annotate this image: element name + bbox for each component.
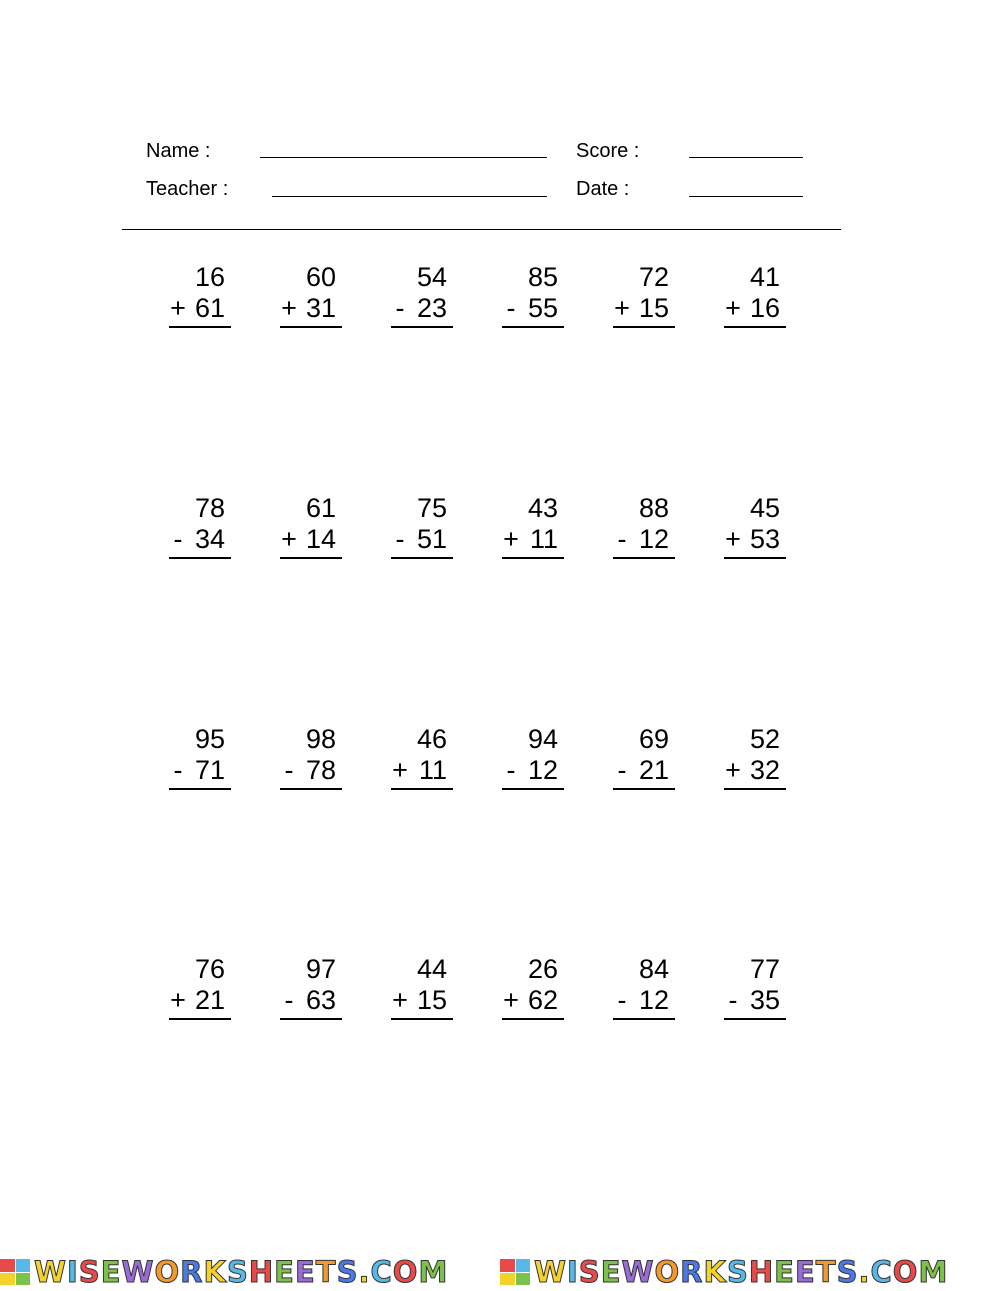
top-number: 85 (527, 262, 558, 292)
bottom-number: 23 (416, 293, 447, 323)
operator: + (725, 293, 741, 323)
bottom-number: 62 (527, 985, 558, 1015)
logo-cell (0, 1259, 15, 1272)
answer-line[interactable] (613, 985, 675, 1020)
problem-4-6 (724, 954, 786, 1020)
answer-line[interactable] (613, 293, 675, 328)
problem-3-2 (280, 724, 342, 790)
bottom-number: 16 (749, 293, 780, 323)
operator: - (617, 755, 627, 785)
answer-line[interactable] (724, 524, 786, 559)
problem-3-5 (613, 724, 675, 790)
answer-line[interactable] (280, 524, 342, 559)
problem-4-2 (280, 954, 342, 1020)
top-number: 54 (416, 262, 447, 292)
bottom-number: 15 (638, 293, 669, 323)
answer-line[interactable] (169, 985, 231, 1020)
score-field[interactable] (689, 157, 803, 158)
operator: + (503, 985, 519, 1015)
header-divider (122, 229, 841, 230)
bottom-number: 61 (194, 293, 225, 323)
top-number: 41 (749, 262, 780, 292)
answer-line[interactable] (280, 293, 342, 328)
top-number: 76 (194, 954, 225, 984)
top-number: 16 (194, 262, 225, 292)
answer-line[interactable] (502, 293, 564, 328)
top-number: 60 (305, 262, 336, 292)
top-number: 26 (527, 954, 558, 984)
top-number: 95 (194, 724, 225, 754)
operator: + (170, 985, 186, 1015)
top-number: 52 (749, 724, 780, 754)
operator: + (392, 985, 408, 1015)
problem-3-6 (724, 724, 786, 790)
answer-line[interactable] (502, 524, 564, 559)
answer-line[interactable] (502, 755, 564, 790)
top-number: 97 (305, 954, 336, 984)
bottom-number: 12 (638, 524, 669, 554)
top-number: 46 (416, 724, 447, 754)
top-number: 88 (638, 493, 669, 523)
logo-icon (500, 1259, 530, 1285)
top-number: 78 (194, 493, 225, 523)
operator: + (503, 524, 519, 554)
bottom-number: 63 (305, 985, 336, 1015)
name-field[interactable] (260, 157, 547, 158)
bottom-number: 71 (194, 755, 225, 785)
top-number: 77 (749, 954, 780, 984)
answer-line[interactable] (391, 755, 453, 790)
bottom-number: 21 (638, 755, 669, 785)
operator: - (173, 524, 183, 554)
date-label: Date : (576, 178, 630, 200)
problem-4-5 (613, 954, 675, 1020)
bottom-number: 12 (527, 755, 558, 785)
logo-cell (16, 1259, 31, 1272)
operator: - (395, 524, 405, 554)
problem-1-6 (724, 262, 786, 328)
bottom-number: 11 (529, 524, 558, 554)
brand-text: WISEWORKSHEETS.COM (34, 1255, 449, 1289)
teacher-label: Teacher : (146, 178, 229, 200)
footer-branding (0, 1253, 1000, 1291)
problem-2-6 (724, 493, 786, 559)
operator: - (173, 755, 183, 785)
answer-line[interactable] (502, 985, 564, 1020)
top-number: 75 (416, 493, 447, 523)
bottom-number: 55 (527, 293, 558, 323)
top-number: 94 (527, 724, 558, 754)
problem-3-1 (169, 724, 231, 790)
operator: + (614, 293, 630, 323)
top-number: 44 (416, 954, 447, 984)
problem-1-4 (502, 262, 564, 328)
logo-cell (516, 1273, 531, 1286)
answer-line[interactable] (169, 755, 231, 790)
operator: - (506, 755, 516, 785)
problem-2-2 (280, 493, 342, 559)
name-label: Name : (146, 140, 211, 162)
brand-logo (500, 1255, 1000, 1289)
top-number: 72 (638, 262, 669, 292)
bottom-number: 31 (305, 293, 336, 323)
problem-1-3 (391, 262, 453, 328)
answer-line[interactable] (613, 755, 675, 790)
operator: - (395, 293, 405, 323)
operator: + (725, 524, 741, 554)
top-number: 61 (305, 493, 336, 523)
bottom-number: 11 (418, 755, 447, 785)
operator: + (281, 293, 297, 323)
score-label: Score : (576, 140, 640, 162)
date-field[interactable] (689, 196, 803, 197)
answer-line[interactable] (391, 293, 453, 328)
problem-4-1 (169, 954, 231, 1020)
bottom-number: 51 (416, 524, 447, 554)
top-number: 43 (527, 493, 558, 523)
teacher-field[interactable] (272, 196, 547, 197)
operator: - (617, 985, 627, 1015)
answer-line[interactable] (280, 755, 342, 790)
top-number: 98 (305, 724, 336, 754)
bottom-number: 53 (749, 524, 780, 554)
logo-cell (500, 1259, 515, 1272)
operator: - (284, 755, 294, 785)
operator: - (506, 293, 516, 323)
answer-line[interactable] (169, 293, 231, 328)
bottom-number: 34 (194, 524, 225, 554)
logo-cell (500, 1273, 515, 1286)
problem-2-1 (169, 493, 231, 559)
problem-1-5 (613, 262, 675, 328)
answer-line[interactable] (613, 524, 675, 559)
problem-3-3 (391, 724, 453, 790)
problem-2-3 (391, 493, 453, 559)
problem-4-4 (502, 954, 564, 1020)
operator: + (281, 524, 297, 554)
logo-cell (516, 1259, 531, 1272)
answer-line[interactable] (280, 985, 342, 1020)
answer-line[interactable] (724, 293, 786, 328)
operator: + (170, 293, 186, 323)
brand-text: WISEWORKSHEETS.COM (534, 1255, 949, 1289)
problem-2-5 (613, 493, 675, 559)
operator: - (728, 985, 738, 1015)
problem-3-4 (502, 724, 564, 790)
problem-4-3 (391, 954, 453, 1020)
operator: - (284, 985, 294, 1015)
top-number: 69 (638, 724, 669, 754)
bottom-number: 15 (416, 985, 447, 1015)
bottom-number: 21 (194, 985, 225, 1015)
bottom-number: 12 (638, 985, 669, 1015)
logo-cell (0, 1273, 15, 1286)
top-number: 45 (749, 493, 780, 523)
answer-line[interactable] (391, 985, 453, 1020)
logo-icon (0, 1259, 30, 1285)
answer-line[interactable] (724, 985, 786, 1020)
problem-1-1 (169, 262, 231, 328)
problem-2-4 (502, 493, 564, 559)
top-number: 84 (638, 954, 669, 984)
brand-logo (0, 1255, 500, 1289)
bottom-number: 14 (305, 524, 336, 554)
bottom-number: 35 (749, 985, 780, 1015)
logo-cell (16, 1273, 31, 1286)
answer-line[interactable] (724, 755, 786, 790)
bottom-number: 78 (305, 755, 336, 785)
operator: + (392, 755, 408, 785)
answer-line[interactable] (169, 524, 231, 559)
operator: - (617, 524, 627, 554)
bottom-number: 32 (749, 755, 780, 785)
problem-1-2 (280, 262, 342, 328)
operator: + (725, 755, 741, 785)
answer-line[interactable] (391, 524, 453, 559)
